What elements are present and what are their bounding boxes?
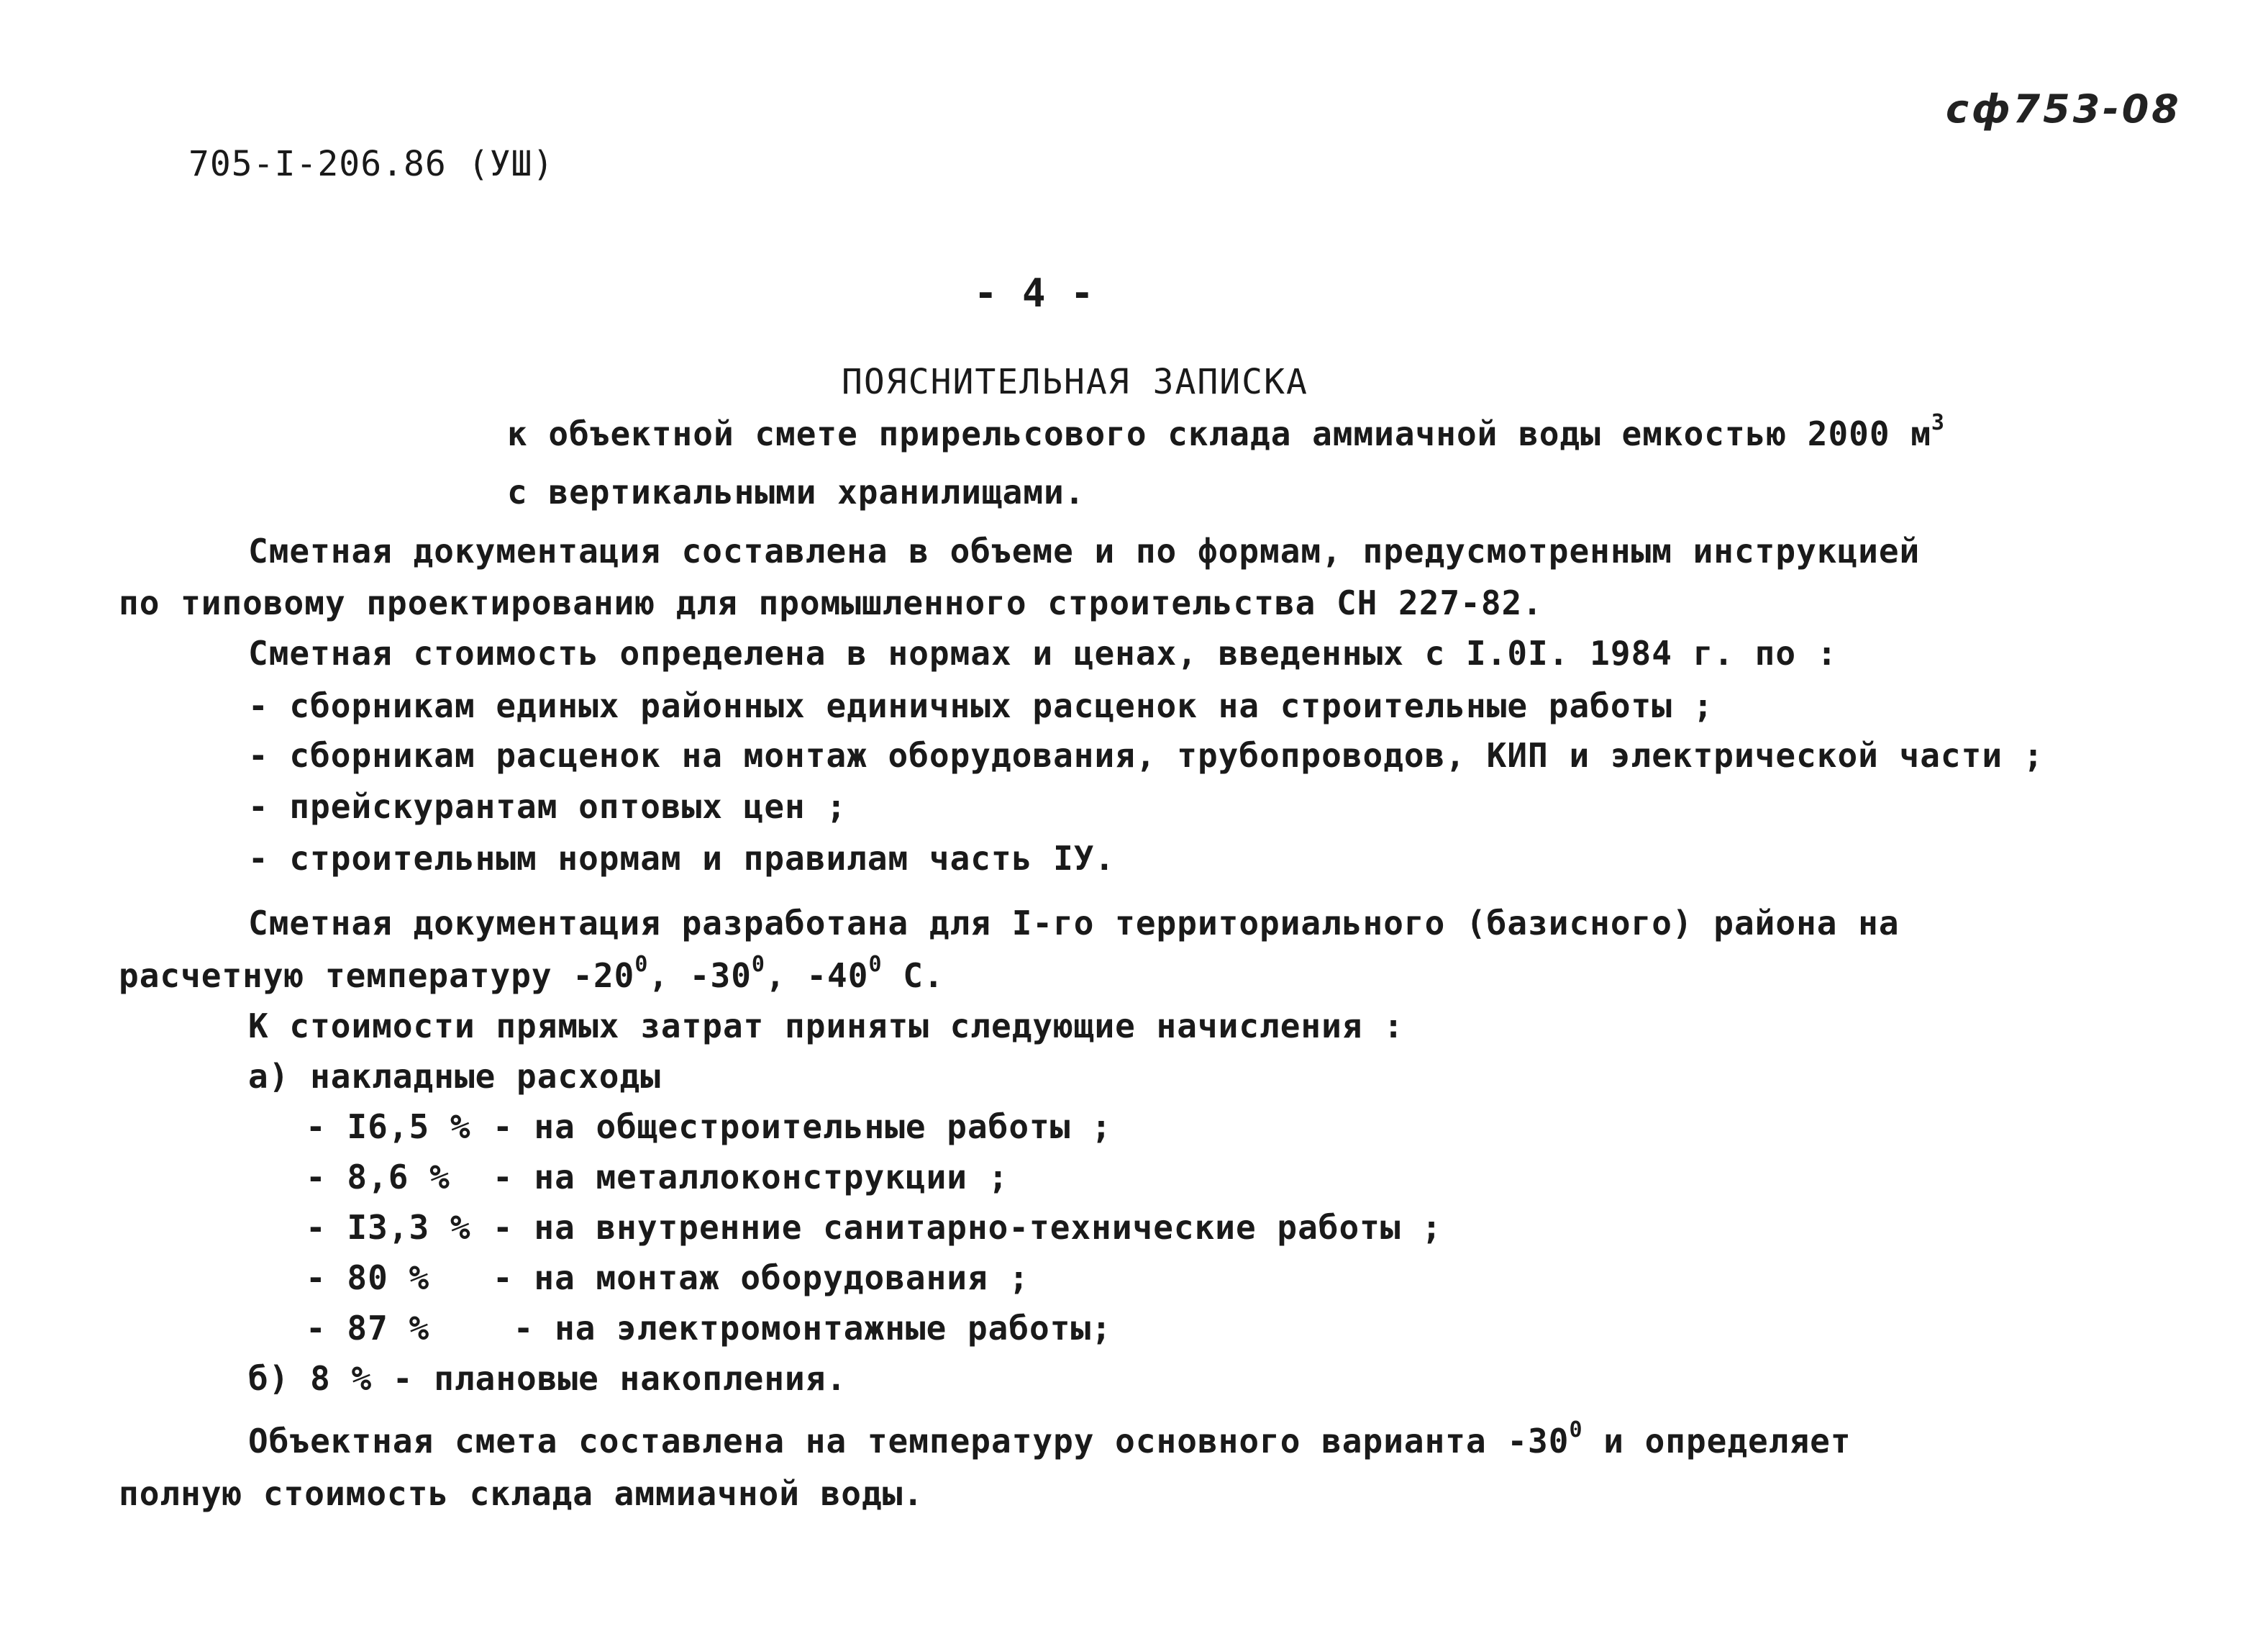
overhead-row	[306, 1157, 1529, 1197]
paragraph-5-line-2: полную стоимость склада аммиачной воды.	[119, 1474, 924, 1513]
page-number: - 4 -	[974, 271, 1095, 316]
document-code: 705-I-206.86 (УШ)	[188, 144, 555, 184]
overhead-percent: - 8,6 %	[306, 1158, 450, 1196]
subtitle-line-2: с вертикальными хранилищами.	[507, 473, 1085, 512]
overhead-percent: - 80 %	[306, 1258, 430, 1297]
overhead-row	[306, 1308, 1529, 1348]
para5-text: и определяет	[1582, 1422, 1852, 1461]
paragraph-5-line-1	[248, 1417, 1852, 1461]
temp-text: , -30	[648, 956, 752, 995]
paragraph-3-line-1: Сметная документация разработана для I-го территориального (базисного) района на	[248, 904, 1900, 942]
section-a-heading: а) накладные расходы	[248, 1057, 661, 1096]
unit-superscript: 3	[1931, 409, 1945, 435]
list-item: - строительным нормам и правилам часть IУ.	[248, 839, 1116, 878]
overhead-description: - на общестроительные работы ;	[493, 1107, 1112, 1146]
overhead-row	[306, 1258, 1529, 1298]
temp-text: , -40	[765, 956, 869, 995]
overhead-row	[306, 1107, 1529, 1147]
overhead-percent: - I3,3 %	[306, 1208, 471, 1247]
subtitle-line-1	[507, 409, 1945, 454]
degree-sup: 0	[634, 951, 649, 977]
overhead-percent: - 87 %	[306, 1309, 430, 1348]
section-b-line: б) 8 % - плановые накопления.	[248, 1359, 847, 1398]
archive-stamp: сф753-08	[1946, 86, 2182, 132]
overhead-description: - на монтаж оборудования ;	[493, 1258, 1030, 1297]
paragraph-3-line-2	[119, 951, 944, 996]
paragraph-4: К стоимости прямых затрат приняты следующие начисления :	[248, 1007, 1404, 1045]
subtitle-text: к объектной смете прирельсового склада аммиачной воды емкостью 2000 м	[507, 414, 1931, 453]
overhead-percent: - I6,5 %	[306, 1107, 471, 1146]
paragraph-2: Сметная стоимость определена в нормах и ценах, введенных с I.0I. 1984 г. по :	[248, 634, 1838, 673]
overhead-row	[306, 1207, 1529, 1248]
degree-sup: 0	[868, 951, 883, 977]
overhead-description: - на внутренние санитарно-технические работы ;	[493, 1208, 1442, 1247]
list-item: - прейскурантам оптовых цен ;	[248, 787, 847, 826]
list-item: - сборникам расценок на монтаж оборудования, трубопроводов, КИП и электрической части ;	[248, 736, 2044, 775]
overhead-description: - на электромонтажные работы;	[493, 1309, 1112, 1348]
paragraph-1-line-1: Сметная документация составлена в объеме и по формам, предусмотренным инструкцией	[248, 532, 1921, 571]
page-title: ПОЯСНИТЕЛЬНАЯ ЗАПИСКА	[842, 362, 1308, 402]
list-item: - сборникам единых районных единичных расценок на строительные работы ;	[248, 686, 1714, 725]
degree-sup: 0	[751, 951, 765, 977]
temp-text: С.	[882, 956, 944, 995]
degree-sup: 0	[1569, 1417, 1583, 1443]
temp-text: расчетную температуру -20	[119, 956, 635, 995]
para5-text: Объектная смета составлена на температуру основного варианта -30	[248, 1422, 1570, 1461]
overhead-description: - на металлоконструкции ;	[493, 1158, 1009, 1196]
paragraph-1-line-2: по типовому проектированию для промышленного строительства СН 227-82.	[119, 583, 1543, 622]
